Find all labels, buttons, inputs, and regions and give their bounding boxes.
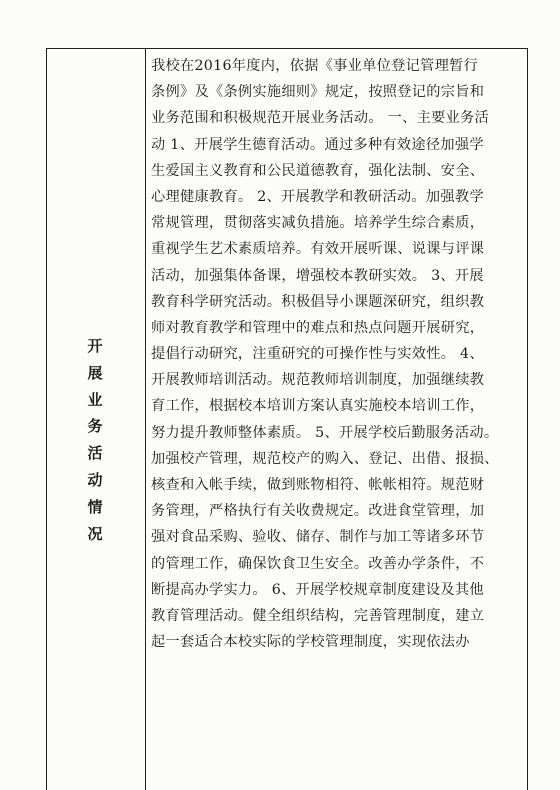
text-line: 重视学生艺术素质培养。有效开展听课、说课与评课 (151, 241, 485, 258)
text-line: 我校在2016年度内，依据《事业单位登记管理暂行 (151, 58, 479, 74)
text-line: 动 1、开展学生德育活动。通过多种有效途径加强学 (151, 136, 484, 153)
section-label-char: 况 (87, 524, 103, 543)
section-label-char: 情 (87, 497, 103, 516)
section-label-char: 业 (87, 390, 103, 409)
text-line: 业务范围和积极规范开展业务活动。 一、主要业务活 (151, 110, 490, 127)
text-line: 师对教育教学和管理中的难点和热点问题开展研究， (151, 319, 485, 336)
section-label-char: 活 (87, 444, 103, 463)
text-line: 强对食品采购、验收、储存、制作与加工等诸多环节 (151, 529, 485, 546)
section-label-char: 务 (87, 417, 103, 436)
text-line: 生爱国主义教育和公民道德教育，强化法制、安全、 (151, 162, 485, 179)
text-line: 起一套适合本校实际的学校管理制度，实现依法办 (151, 634, 470, 651)
text-line: 教育管理活动。健全组织结构，完善管理制度，建立 (151, 607, 485, 624)
text-line: 育工作，根据校本培训方案认真实施校本培训工作， (151, 398, 485, 415)
text-line: 条例》及《条例实施细则》规定，按照登记的宗旨和 (151, 84, 485, 101)
activity-description (151, 53, 521, 655)
column-divider (145, 49, 146, 790)
section-label-char: 开 (87, 337, 103, 355)
section-label-char: 展 (87, 363, 103, 382)
text-line: 活动，加强集体备课，增强校本教研实效。 3、开展 (151, 267, 484, 284)
text-line: 开展教师培训活动。规范教师培训制度，加强继续教 (151, 372, 485, 389)
text-line: 教育科学研究活动。积极倡导小课题深研究，组织教 (151, 293, 485, 310)
section-label (83, 333, 107, 547)
text-line: 的管理工作，确保饮食卫生安全。改善办学条件，不 (151, 555, 485, 572)
text-line: 常规管理，贯彻落实减负措施。培养学生综合素质， (151, 215, 485, 232)
text-line: 提倡行动研究，注重研究的可操作性与实效性。 4、 (151, 346, 484, 363)
label-cell (47, 49, 145, 790)
text-line: 心理健康教育。 2、开展教学和教研活动。加强教学 (151, 188, 484, 205)
form-table (46, 48, 528, 790)
section-label-char: 动 (87, 470, 103, 489)
text-line: 努力提升教师整体素质。 5、开展学校后勤服务活动。 (151, 424, 499, 441)
text-line: 务管理，严格执行有关收费规定。改进食堂管理，加 (151, 503, 485, 520)
text-line: 加强校产管理，规范校产的购入、登记、出借、报损、 (151, 450, 499, 467)
text-line: 断提高办学实力。 6、开展学校规章制度建设及其他 (151, 581, 484, 598)
text-line: 核查和入帐手续，做到账物相符、帐帐相符。规范财 (151, 477, 485, 493)
